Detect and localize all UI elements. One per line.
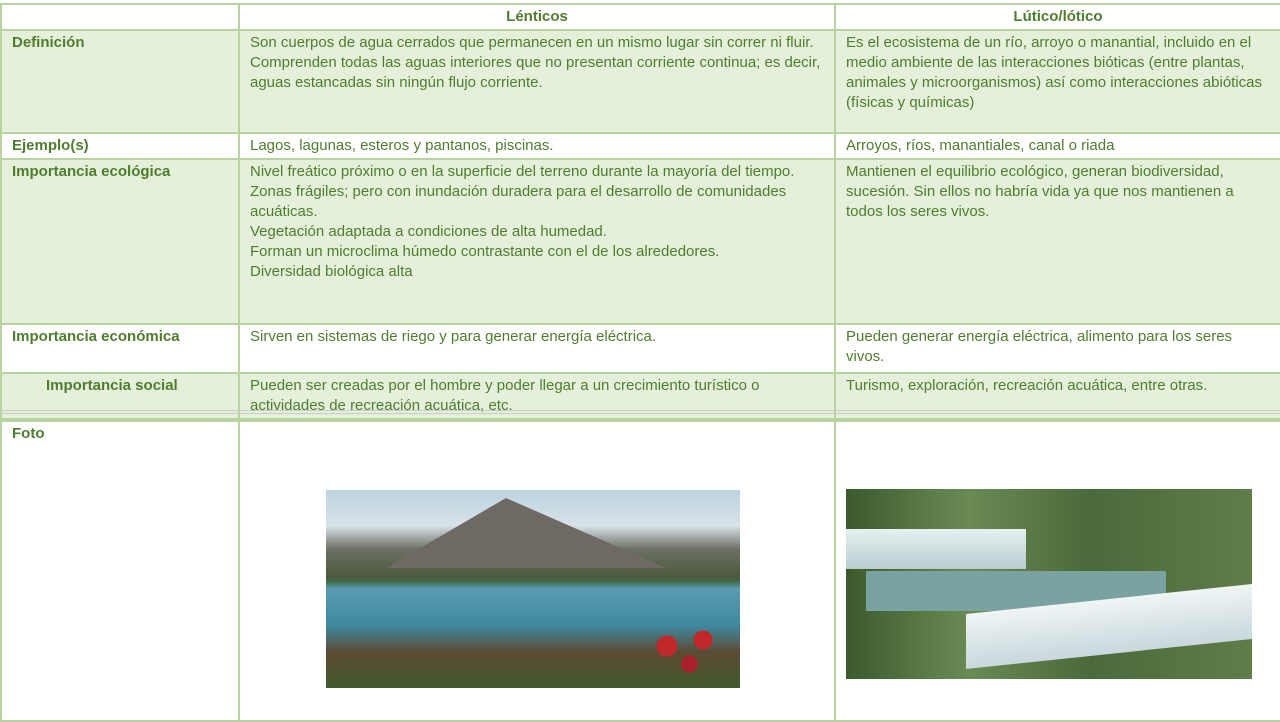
cell-loticos: Pueden generar energía eléctrica, alimento para los seres vivos.	[835, 324, 1280, 373]
cell-lenticos: Son cuerpos de agua cerrados que permanecen en un mismo lugar sin correr ni fluir. Comprenden todas las aguas interiores que no presentan corriente continua; es decir, aguas estancadas sin ningún flujo corriente.	[239, 30, 835, 133]
header-loticos: Lútico/lótico	[835, 4, 1280, 30]
cell-loticos: Arroyos, ríos, manantiales, canal o riada	[835, 133, 1280, 159]
cell-lenticos: Pueden ser creadas por el hombre y poder llegar a un crecimiento turístico o actividades de recreación acuática, etc.	[239, 373, 835, 419]
cell-loticos: Turismo, exploración, recreación acuática, entre otras.	[835, 373, 1280, 419]
header-lenticos: Lénticos	[239, 4, 835, 30]
photo-label: Foto	[1, 421, 239, 721]
cell-lenticos: Lagos, lagunas, esteros y pantanos, piscinas.	[239, 133, 835, 159]
river-waterfall-photo	[846, 489, 1252, 679]
header-row	[1, 4, 1280, 30]
table-row	[1, 159, 1280, 324]
header-empty	[1, 4, 239, 30]
cell-loticos: Mantienen el equilibrio ecológico, generan biodiversidad, sucesión. Sin ellos no habría vida ya que nos mantienen a todos los seres vivos.	[835, 159, 1280, 324]
row-label: Importancia económica	[1, 324, 239, 373]
comparison-table	[0, 3, 1280, 420]
row-label: Definición	[1, 30, 239, 133]
row-label: Importancia ecológica	[1, 159, 239, 324]
table-row	[1, 324, 1280, 373]
cell-lenticos: Sirven en sistemas de riego y para generar energía eléctrica.	[239, 324, 835, 373]
row-label: Importancia social	[1, 373, 239, 419]
table-row	[1, 133, 1280, 159]
table-row	[1, 30, 1280, 133]
lake-photo	[326, 490, 740, 688]
row-label: Ejemplo(s)	[1, 133, 239, 159]
cell-lenticos: Nivel freático próximo o en la superficie del terreno durante la mayoría del tiempo. Zonas frágiles; pero con inundación duradera para el desarrollo de comunidades acuáticas. Vegetación adaptada a condiciones de alta humedad. Forman un microclima húmedo contrastante con el de los alrededores. Diversidad biológica alta	[239, 159, 835, 324]
divider	[0, 410, 1280, 414]
cell-loticos: Es el ecosistema de un río, arroyo o manantial, incluido en el medio ambiente de las interacciones bióticas (entre plantas, animales y microorganismos) así como interacciones abióticas (físicas y químicas)	[835, 30, 1280, 133]
